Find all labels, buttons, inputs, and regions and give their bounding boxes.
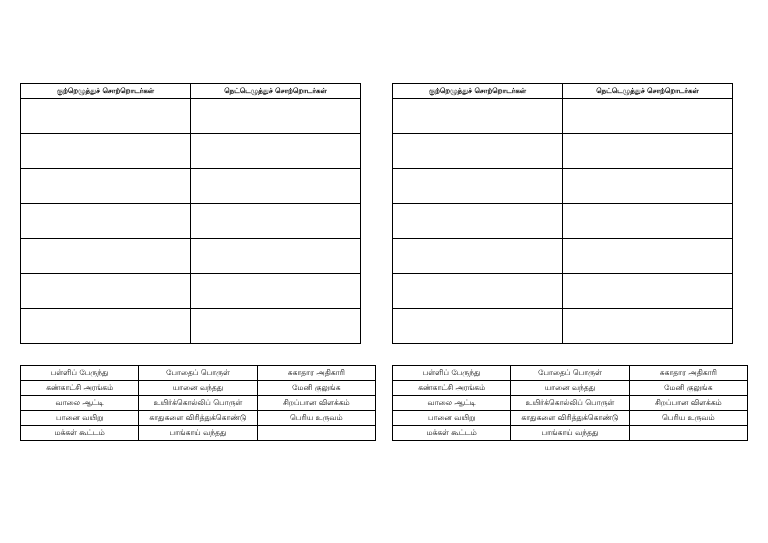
answer-row xyxy=(21,239,361,274)
answer-cell[interactable] xyxy=(191,134,361,169)
answer-row xyxy=(393,309,733,344)
answer-cell[interactable] xyxy=(393,134,563,169)
answer-cell[interactable] xyxy=(563,99,733,134)
word-bank-grid xyxy=(392,365,748,441)
answer-row xyxy=(393,169,733,204)
word-bank-grid xyxy=(20,365,376,441)
answer-cell[interactable] xyxy=(21,134,191,169)
word-cell: யானை வந்தது xyxy=(511,381,629,396)
answer-cell[interactable] xyxy=(563,204,733,239)
word-cell: யானை வந்தது xyxy=(139,381,257,396)
word-row xyxy=(393,426,748,441)
word-row xyxy=(393,381,748,396)
answer-row xyxy=(393,239,733,274)
answer-cell[interactable] xyxy=(563,169,733,204)
word-row xyxy=(21,381,376,396)
answer-row xyxy=(21,99,361,134)
answer-row xyxy=(21,309,361,344)
word-cell: காதுகளை விரித்துக்கொண்டு xyxy=(139,411,257,426)
header-long-vowel-phrases: நெட்டெழுத்துச் சொற்றொடர்கள் xyxy=(563,84,733,99)
word-cell: பாங்காய் வந்தது xyxy=(139,426,257,441)
word-row xyxy=(393,411,748,426)
answer-cell[interactable] xyxy=(191,99,361,134)
answer-cell[interactable] xyxy=(21,309,191,344)
word-row xyxy=(21,396,376,411)
answer-row xyxy=(21,204,361,239)
word-cell: பள்ளிப் பேருந்து xyxy=(393,366,511,381)
header-row xyxy=(393,84,733,99)
answer-table-right xyxy=(392,83,733,344)
answer-grid xyxy=(20,83,361,344)
answer-cell[interactable] xyxy=(393,239,563,274)
answer-cell[interactable] xyxy=(563,239,733,274)
header-short-vowel-phrases: குற்றெழுத்துச் சொற்றொடர்கள் xyxy=(21,84,191,99)
answer-cell[interactable] xyxy=(191,309,361,344)
answer-cell[interactable] xyxy=(393,99,563,134)
word-cell: பெரிய உருவம் xyxy=(257,411,375,426)
word-row xyxy=(393,366,748,381)
word-cell: மக்கள் கூட்டம் xyxy=(393,426,511,441)
word-cell-empty xyxy=(629,426,747,441)
word-cell-empty xyxy=(257,426,375,441)
word-row xyxy=(21,411,376,426)
word-cell: மக்கள் கூட்டம் xyxy=(21,426,139,441)
header-long-vowel-phrases: நெட்டெழுத்துச் சொற்றொடர்கள் xyxy=(191,84,361,99)
answer-cell[interactable] xyxy=(191,274,361,309)
word-cell: போதைப் பொருள் xyxy=(511,366,629,381)
word-cell: பள்ளிப் பேருந்து xyxy=(21,366,139,381)
word-cell: சுகாதார அதிகாரி xyxy=(629,366,747,381)
word-cell: வாலை ஆட்டி xyxy=(21,396,139,411)
word-cell: மேனி குலுங்க xyxy=(257,381,375,396)
answer-cell[interactable] xyxy=(21,169,191,204)
answer-cell[interactable] xyxy=(393,204,563,239)
answer-cell[interactable] xyxy=(21,239,191,274)
answer-cell[interactable] xyxy=(393,309,563,344)
word-row xyxy=(21,366,376,381)
word-cell: பாங்காய் வந்தது xyxy=(511,426,629,441)
answer-cell[interactable] xyxy=(563,274,733,309)
header-row xyxy=(21,84,361,99)
answer-row xyxy=(21,274,361,309)
answer-row xyxy=(393,204,733,239)
answer-cell[interactable] xyxy=(191,169,361,204)
word-cell: பெரிய உருவம் xyxy=(629,411,747,426)
word-row xyxy=(393,396,748,411)
header-short-vowel-phrases: குற்றெழுத்துச் சொற்றொடர்கள் xyxy=(393,84,563,99)
word-bank-right xyxy=(392,365,748,441)
word-cell: உயிர்க்கொல்லிப் பொருள் xyxy=(139,396,257,411)
word-cell: கண்காட்சி அரங்கம் xyxy=(21,381,139,396)
word-cell: பானை வயிறு xyxy=(393,411,511,426)
word-cell: போதைப் பொருள் xyxy=(139,366,257,381)
answer-cell[interactable] xyxy=(21,204,191,239)
word-cell: சிறப்பான விளக்கம் xyxy=(629,396,747,411)
word-cell: சுகாதார அதிகாரி xyxy=(257,366,375,381)
answer-cell[interactable] xyxy=(563,309,733,344)
answer-row xyxy=(393,274,733,309)
word-cell: சிறப்பான விளக்கம் xyxy=(257,396,375,411)
answer-table-left xyxy=(20,83,361,344)
word-cell: காதுகளை விரித்துக்கொண்டு xyxy=(511,411,629,426)
word-cell: வாலை ஆட்டி xyxy=(393,396,511,411)
word-bank-left xyxy=(20,365,376,441)
answer-cell[interactable] xyxy=(563,134,733,169)
word-cell: உயிர்க்கொல்லிப் பொருள் xyxy=(511,396,629,411)
answer-cell[interactable] xyxy=(191,239,361,274)
answer-row xyxy=(393,99,733,134)
answer-cell[interactable] xyxy=(21,274,191,309)
word-cell: கண்காட்சி அரங்கம் xyxy=(393,381,511,396)
word-cell: மேனி குலுங்க xyxy=(629,381,747,396)
answer-row xyxy=(393,134,733,169)
answer-grid xyxy=(392,83,733,344)
answer-row xyxy=(21,134,361,169)
word-row xyxy=(21,426,376,441)
answer-cell[interactable] xyxy=(191,204,361,239)
answer-cell[interactable] xyxy=(21,99,191,134)
answer-cell[interactable] xyxy=(393,169,563,204)
answer-row xyxy=(21,169,361,204)
word-cell: பானை வயிறு xyxy=(21,411,139,426)
answer-cell[interactable] xyxy=(393,274,563,309)
